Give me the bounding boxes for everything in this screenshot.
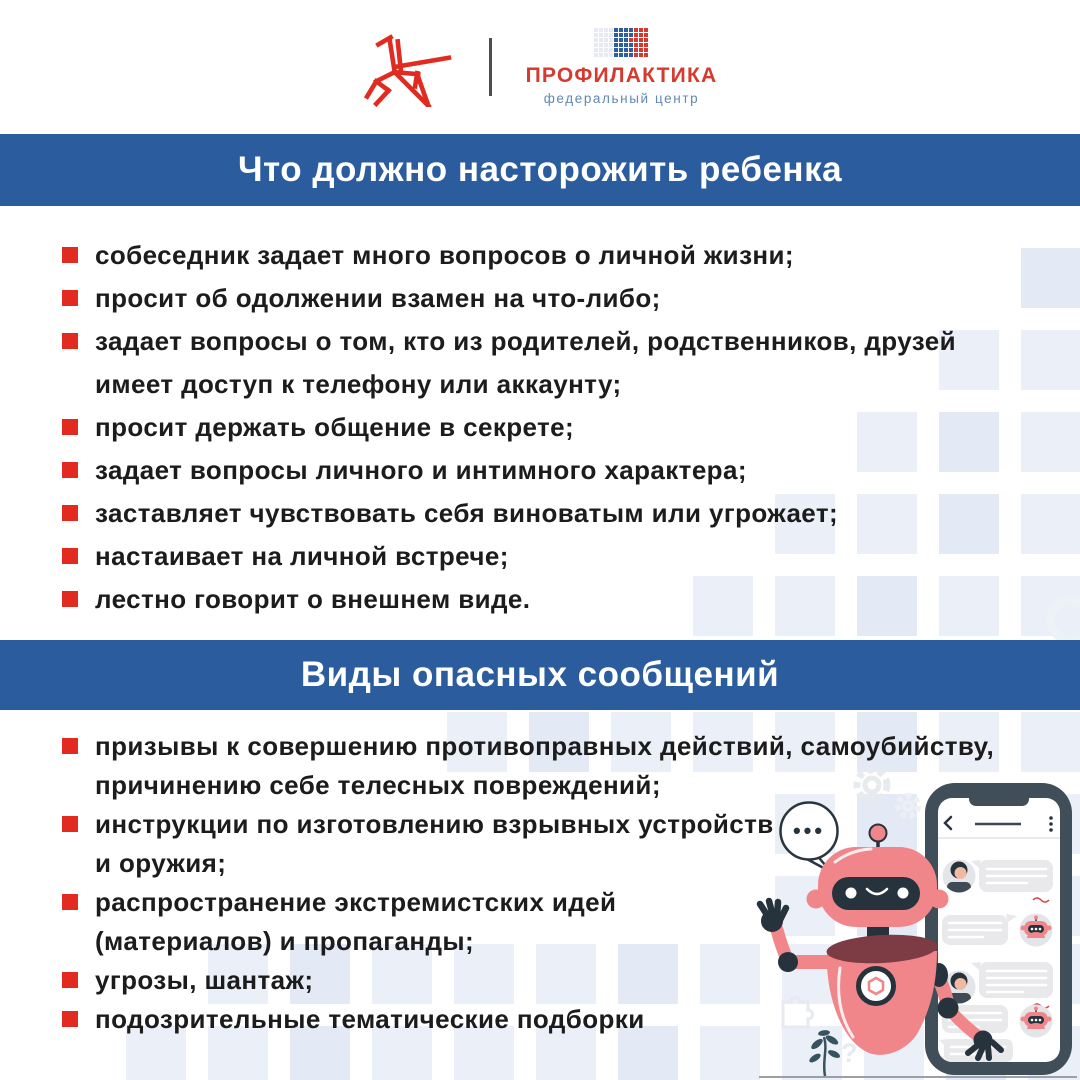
bullet-square-icon — [62, 505, 78, 521]
bullet-square-icon — [62, 1011, 78, 1027]
list-item — [62, 449, 956, 492]
list-item — [62, 883, 994, 961]
bullet-square-icon — [62, 972, 78, 988]
section-2-list — [62, 727, 994, 1039]
list-item-text: просит об одолжении взамен на что-либо; — [95, 283, 661, 313]
bullet-square-icon — [62, 333, 78, 349]
list-item-text: призывы к совершению противоправных действий, самоубийству, — [95, 731, 995, 761]
section-2-banner — [0, 640, 1080, 710]
speech-dots: ••• — [792, 818, 826, 843]
mosaic-square — [1021, 330, 1080, 390]
list-item — [62, 578, 956, 621]
list-item — [62, 234, 956, 277]
section-1-banner — [0, 134, 1080, 206]
list-item-text: просит держать общение в секрете; — [95, 412, 575, 442]
brand-subtitle: федеральный центр — [543, 91, 700, 106]
bullet-square-icon — [62, 548, 78, 564]
bullet-square-icon — [62, 290, 78, 306]
mosaic-square — [1021, 494, 1080, 554]
list-item-text: и оружия; — [95, 848, 227, 878]
list-item — [62, 535, 956, 578]
bullet-square-icon — [62, 247, 78, 263]
list-item-text: (материалов) и пропаганды; — [95, 926, 475, 956]
list-item — [62, 727, 994, 805]
header — [0, 0, 1080, 134]
list-item — [62, 320, 956, 406]
brand-grid-icon — [594, 28, 648, 57]
avatar — [1020, 914, 1053, 947]
list-item-text: причинению себе телесных повреждений; — [95, 770, 661, 800]
list-item — [62, 406, 956, 449]
section-1-list — [62, 234, 956, 621]
list-item — [62, 961, 994, 1000]
bullet-square-icon — [62, 591, 78, 607]
list-item-text: подозрительные тематические подборки — [95, 1004, 645, 1034]
bullet-square-icon — [62, 419, 78, 435]
list-item-text: собеседник задает много вопросов о личной жизни; — [95, 240, 794, 270]
list-item-text: настаивает на личной встрече; — [95, 541, 509, 571]
kebab-menu-icon — [1049, 816, 1053, 832]
brand-mark-icon — [363, 27, 455, 107]
bullet-square-icon — [62, 894, 78, 910]
avatar — [1020, 1005, 1053, 1038]
header-divider — [489, 38, 492, 96]
section-2-title: Виды опасных сообщений — [300, 655, 780, 694]
brand-name: ПРОФИЛАКТИКА — [525, 64, 718, 87]
list-item-text: угрозы, шантаж; — [95, 965, 314, 995]
list-item — [62, 805, 994, 883]
list-item-text: инструкции по изготовлению взрывных устройств — [95, 809, 774, 839]
mosaic-square — [1021, 248, 1080, 308]
list-item — [62, 492, 956, 535]
list-item-text: лестно говорит о внешнем виде. — [95, 584, 531, 614]
section-1-title: Что должно насторожить ребенка — [237, 150, 843, 189]
mosaic-square — [1021, 412, 1080, 472]
list-item-text: распространение экстремистских идей — [95, 887, 617, 917]
list-item — [62, 1000, 994, 1039]
list-item-text: заставляет чувствовать себя виноватым или угрожает; — [95, 498, 839, 528]
bullet-square-icon — [62, 738, 78, 754]
bullet-square-icon — [62, 816, 78, 832]
list-item — [62, 277, 956, 320]
brand-logo — [526, 28, 718, 106]
list-item-text: имеет доступ к телефону или аккаунту; — [95, 369, 622, 399]
list-item-text: задает вопросы о том, кто из родителей, родственников, друзей — [95, 326, 956, 356]
list-item-text: задает вопросы личного и интимного характера; — [95, 455, 747, 485]
question-mark-decor: ? — [841, 1038, 858, 1068]
bullet-square-icon — [62, 462, 78, 478]
